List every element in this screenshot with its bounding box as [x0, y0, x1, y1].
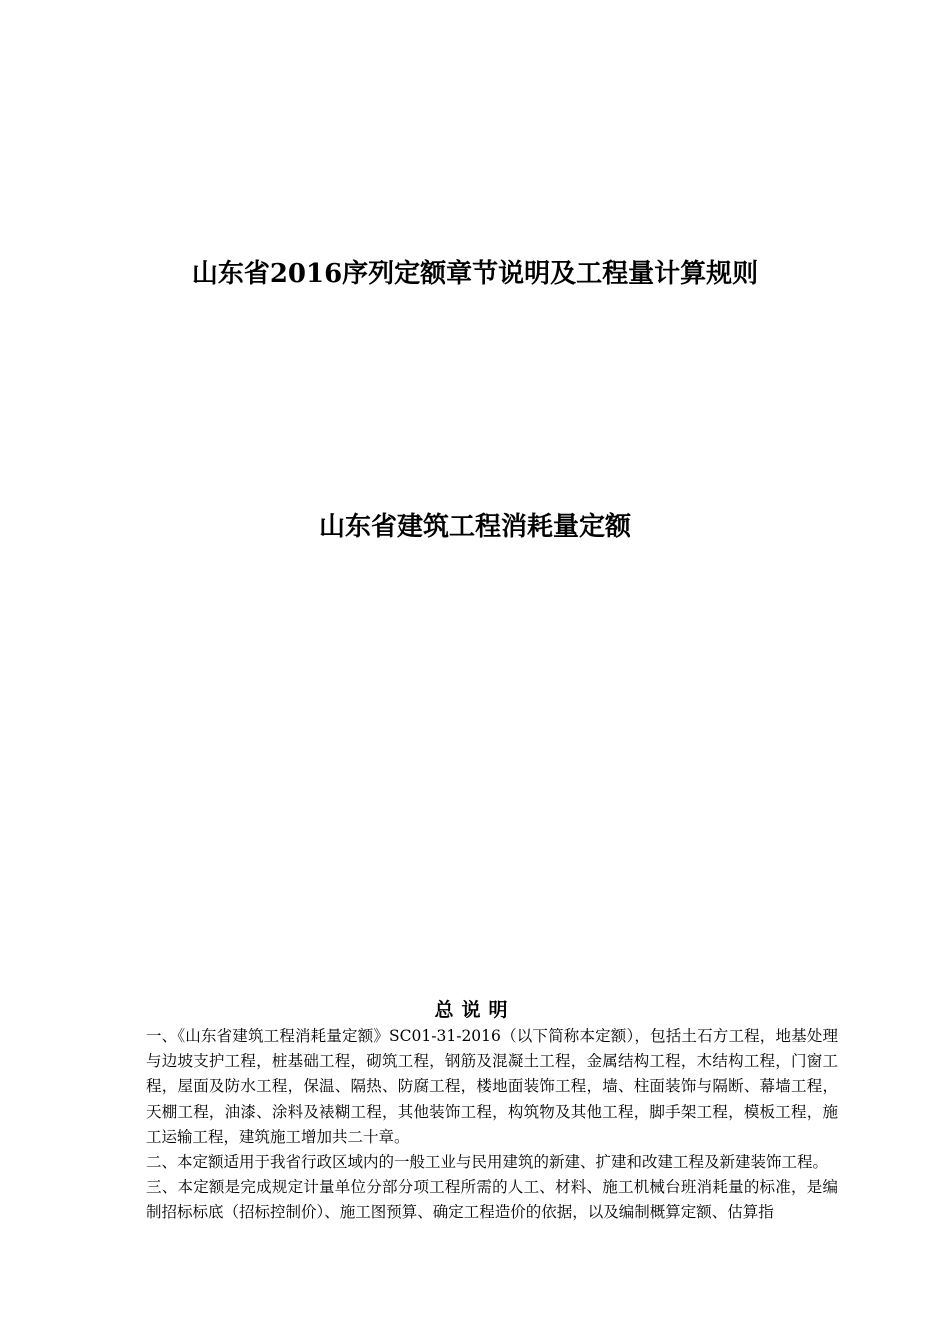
paragraph-3: 三、本定额是完成规定计量单位分部分项工程所需的人工、材料、施工机械台班消耗量的标准，是编制招标标底（招标控制价）、施工图预算、确定工程造价的依据，以及编制概算定额、估算指 — [146, 1178, 838, 1222]
document-main-title: 山东省2016序列定额章节说明及工程量计算规则 — [191, 259, 759, 289]
paragraph-1: 一、《山东省建筑工程消耗量定额》SC01-31-2016（以下简称本定额），包括土石方工程，地基处理与边坡支护工程，桩基础工程，砌筑工程，钢筋及混凝土工程，金属结构工程，木结构工程，门窗工程，屋面及防水工程，保温、隔热、防腐工程，楼地面装饰工程，墙、柱面装饰与隔断、幕墙工程，天棚工程，油漆、涂料及裱糊工程，其他装饰工程，构筑物及其他工程，脚手架工程，模板工程，施工运输工程，建筑施工增加共二十章。 — [146, 1027, 838, 1146]
section-heading-general-notes: 总说明 — [434, 999, 516, 1021]
paragraph-2: 二、本定额适用于我省行政区域内的一般工业与民用建筑的新建、扩建和改建工程及新建装饰工程。 — [146, 1153, 829, 1172]
general-notes-body — [146, 1024, 838, 1226]
document-sub-title: 山东省建筑工程消耗量定额 — [318, 512, 631, 542]
